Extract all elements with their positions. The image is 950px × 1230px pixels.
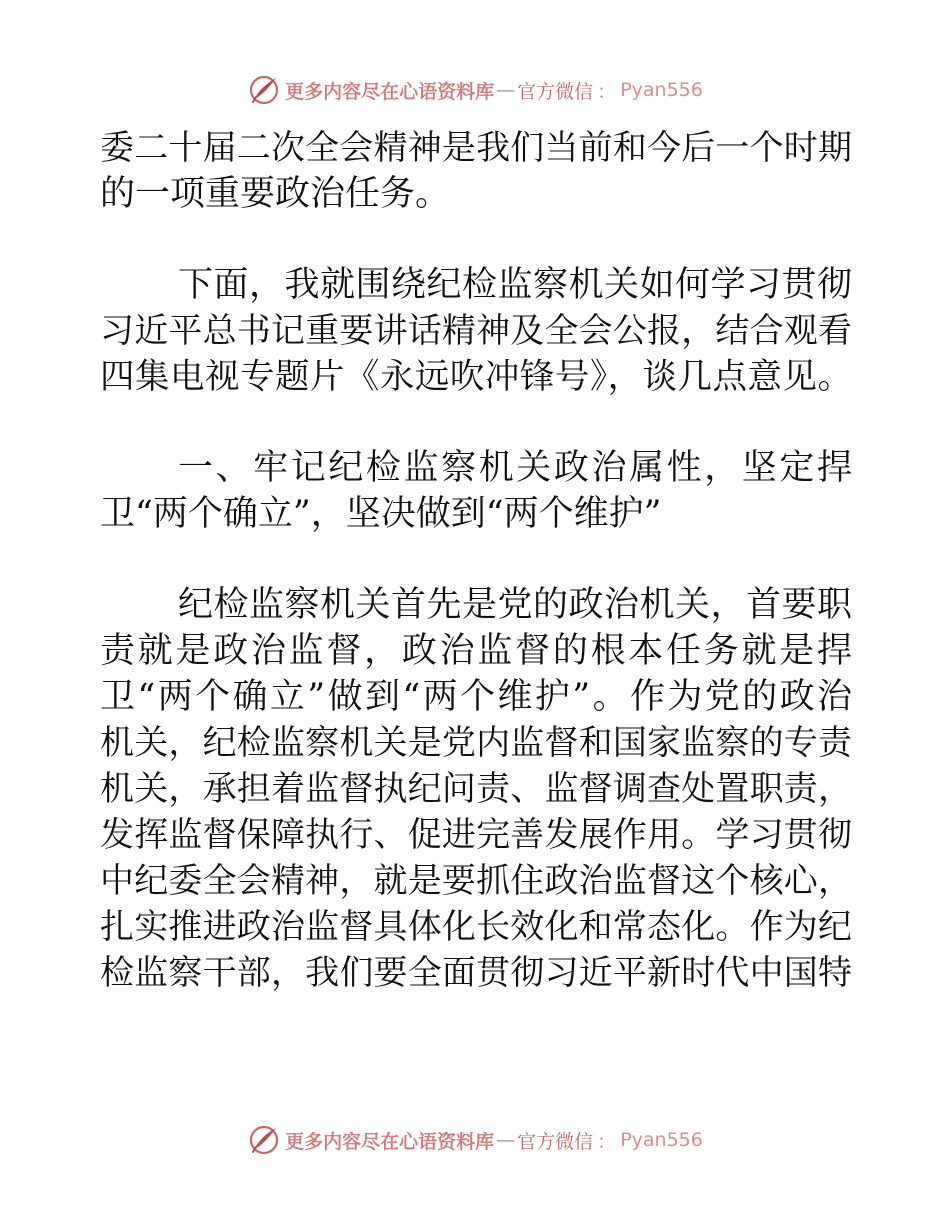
- paragraph-line: 责就是政治监督，政治监督的根本任务就是捍: [100, 631, 852, 671]
- watermark-brand: 更多内容尽在心语资料库: [285, 1130, 495, 1153]
- paragraph-line: 习近平总书记重要讲话精神及全会公报，结合观看: [100, 311, 852, 351]
- paragraph-line: 纪检监察机关首先是党的政治机关，首要职: [178, 585, 852, 625]
- watermark-brand: 更多内容尽在心语资料库: [285, 80, 495, 103]
- section-heading-line: 一、牢记纪检监察机关政治属性，坚定捍: [178, 448, 852, 488]
- document-body: [100, 125, 852, 996]
- paragraph-line: 机关，承担着监督执纪问责、监督调查处置职责，: [100, 769, 852, 809]
- quill-logo-icon: [247, 1123, 281, 1157]
- watermark-label: 官方微信: [517, 80, 594, 103]
- watermark-wechat-id: Pyan556: [620, 1129, 703, 1151]
- header-watermark: [0, 70, 950, 110]
- paragraph-line: 中纪委全会精神，就是要抓住政治监督这个核心，: [100, 861, 852, 901]
- paragraph-line: 委二十届二次全会精神是我们当前和今后一个时期: [100, 128, 852, 168]
- watermark-label: 官方微信: [517, 1130, 594, 1153]
- paragraph-line: 检监察干部，我们要全面贯彻习近平新时代中国特: [100, 953, 852, 993]
- paragraph-line: 下面，我就围绕纪检监察机关如何学习贯彻: [178, 265, 852, 305]
- paragraph-line: 的一项重要政治任务。: [100, 174, 451, 214]
- paragraph-line: 卫“两个确立”做到“两个维护”。作为党的政治: [100, 677, 852, 717]
- section-heading-line: 卫“两个确立”，坚决做到“两个维护”: [100, 494, 662, 534]
- paragraph-line: 机关，纪检监察机关是党内监督和国家监察的专责: [100, 723, 852, 763]
- footer-watermark: [0, 1120, 950, 1160]
- paragraph-line: 发挥监督保障执行、促进完善发展作用。学习贯彻: [100, 815, 852, 855]
- watermark-colon: ：: [597, 1130, 617, 1153]
- watermark-separator: —: [496, 1129, 516, 1151]
- paragraph-line: 四集电视专题片《永远吹冲锋号》，谈几点意见。: [100, 357, 852, 397]
- paragraph-line: 扎实推进政治监督具体化长效化和常态化。作为纪: [100, 907, 852, 947]
- watermark-wechat-id: Pyan556: [620, 79, 703, 101]
- watermark-colon: ：: [597, 80, 617, 103]
- quill-logo-icon: [247, 73, 281, 107]
- watermark-separator: —: [496, 79, 516, 101]
